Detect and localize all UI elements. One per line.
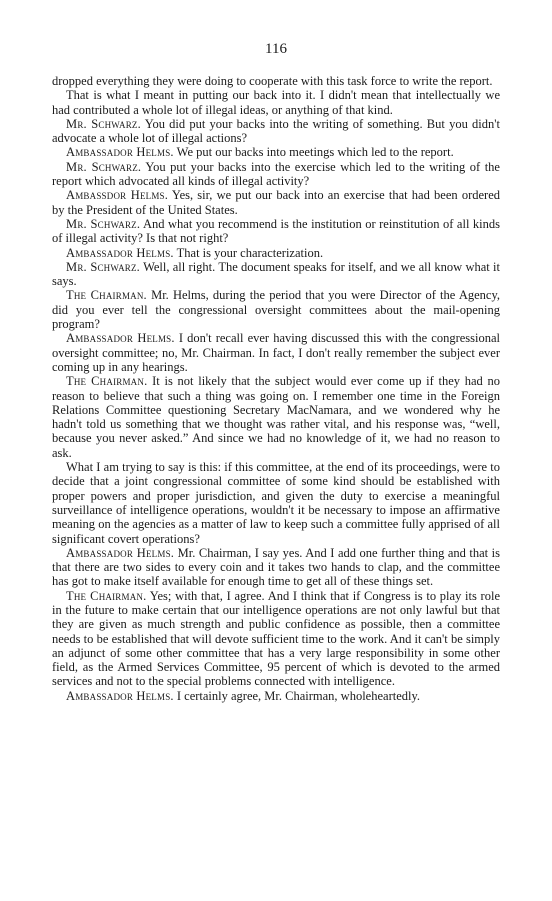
paragraph-text: Mr. Helms, during the period that you were Director of the Agency, did you ever tell the congressional oversight committees about the mail-opening program? — [52, 288, 501, 332]
transcript-paragraph — [52, 331, 500, 374]
transcript-paragraph — [52, 288, 500, 331]
paragraph-text: I certainly agree, Mr. Chairman, wholeheartedly. — [176, 688, 421, 703]
transcript-body — [52, 74, 500, 703]
paragraph-text: I don't recall ever having discussed this with the congressional oversight committee; no, Mr. Chairman. In fact, I don't really remember the subject ever coming up in any hearings. — [52, 331, 500, 374]
transcript-paragraph — [52, 217, 500, 246]
speaker-name: The Chairman. — [66, 588, 147, 603]
transcript-paragraph — [52, 188, 500, 217]
transcript-paragraph — [52, 546, 500, 589]
speaker-name: Ambassador Helms. — [66, 245, 174, 260]
transcript-paragraph — [52, 460, 500, 546]
paragraph-text: dropped everything they were doing to cooperate with this task force to write the report. — [52, 74, 493, 88]
speaker-name: Ambassador Helms. — [66, 545, 175, 560]
transcript-paragraph — [52, 689, 500, 703]
speaker-name: The Chairman. — [66, 374, 148, 389]
paragraph-text: Mr. Chairman, I say yes. And I add one further thing and that is that there are two sides to every coin and it takes two hands to clap, and the committee has got to make itself available for enough time to get all of these things set. — [52, 545, 500, 589]
transcript-paragraph — [52, 88, 500, 117]
transcript-paragraph — [52, 145, 500, 159]
transcript-paragraph — [52, 589, 500, 689]
transcript-paragraph — [52, 74, 500, 88]
paragraph-text: And what you recommend is the institution or reinstitution of all kinds of illegal activity? Is that not right? — [52, 216, 500, 246]
speaker-name: Ambassador Helms. — [66, 688, 174, 703]
paragraph-text: Well, all right. The document speaks for itself, and we all know what it says. — [52, 259, 500, 289]
paragraph-text: We put our backs into meetings which led to the report. — [176, 145, 454, 160]
transcript-paragraph — [52, 260, 500, 289]
speaker-name: Mr. Schwarz. — [66, 259, 140, 274]
speaker-name: Mr. Schwarz. — [66, 216, 141, 231]
paragraph-text: Yes; with that, I agree. And I think that if Congress is to play its role in the future to make certain that our intelligence operations are not only lawful but that they are given as much strength and public confidence as possible, then a committee needs to be established that will devote sufficient time to the work. And it can't be simply an adjunct of some other committee that has a very large responsibility in some other field, as the Armed Services Committee, 95 percent of which is devoted to the armed services and not to the special problems connected with intelligence. — [52, 588, 500, 689]
speaker-name: Ambassdor Helms. — [66, 188, 169, 203]
paragraph-text: You put your backs into the exercise which led to the writing of the report which advocated all kinds of illegal activity? — [52, 159, 500, 189]
speaker-name: Mr. Schwarz. — [66, 159, 142, 174]
document-page — [52, 40, 500, 703]
speaker-name: Ambassador Helms. — [66, 331, 175, 346]
transcript-paragraph — [52, 160, 500, 189]
speaker-name: Ambassador Helms. — [66, 145, 174, 160]
paragraph-text: You did put your backs into the writing of something. But you didn't advocate a whole lot of illegal actions? — [52, 116, 500, 146]
transcript-paragraph — [52, 374, 500, 460]
paragraph-text: That is your characterization. — [176, 245, 324, 260]
transcript-paragraph — [52, 246, 500, 260]
paragraph-text: That is what I meant in putting our back into it. I didn't mean that intellectually we had contributed a whole lot of illegal ideas, or anything of that kind. — [52, 88, 500, 117]
speaker-name: The Chairman. — [66, 288, 147, 303]
page-number: 116 — [265, 41, 287, 57]
paragraph-text: What I am trying to say is this: if this committee, at the end of its proceedings, were to decide that a joint congressional committee of some kind should be established with proper powers and proper jurisdiction, and given the duty to exercise a meaningful surveillance of intelligence operations, wouldn't it be necessary to impose an affirmative meaning on the agencies as a matter of law to keep such a committee fully apprised of all significant covert operations? — [52, 460, 500, 546]
transcript-paragraph — [52, 117, 500, 146]
paragraph-text: Yes, sir, we put our back into an exercise that had been ordered by the President of the United States. — [52, 188, 500, 217]
speaker-name: Mr. Schwarz. — [66, 116, 141, 131]
paragraph-text: It is not likely that the subject would ever come up if they had no reason to believe that such a thing was going on. I remember one time in the Foreign Relations Committee questioning Secretary MacNamara, and we wondered why he hadn't told us something that we thought was rather vital, and his response was, “well, because you never asked.” And since we had no knowledge of it, we had no reason to ask. — [52, 374, 501, 460]
